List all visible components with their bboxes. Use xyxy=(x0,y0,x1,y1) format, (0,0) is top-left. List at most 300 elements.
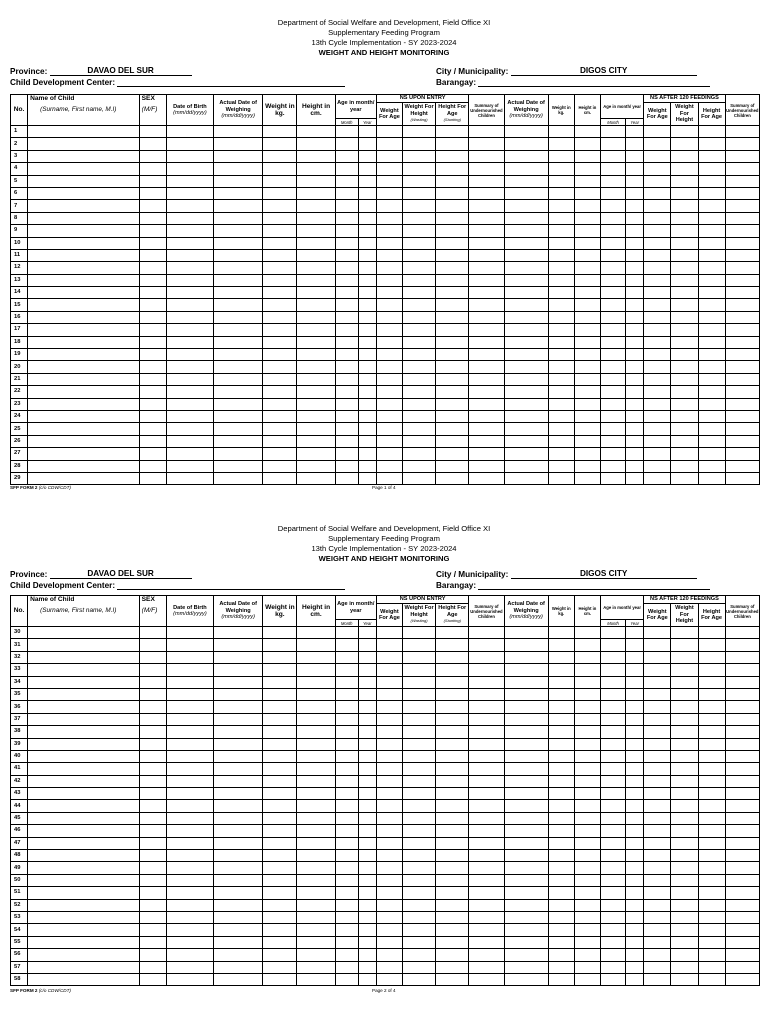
entry-cell[interactable] xyxy=(600,850,625,862)
entry-cell[interactable] xyxy=(263,138,297,150)
entry-cell[interactable] xyxy=(402,324,435,336)
entry-cell[interactable] xyxy=(139,237,166,249)
entry-cell[interactable] xyxy=(548,324,574,336)
entry-cell[interactable] xyxy=(376,788,402,800)
entry-cell[interactable] xyxy=(358,911,376,923)
entry-cell[interactable] xyxy=(644,688,671,700)
entry-cell[interactable] xyxy=(725,800,759,812)
entry-cell[interactable] xyxy=(297,961,335,973)
entry-cell[interactable] xyxy=(402,713,435,725)
entry-cell[interactable] xyxy=(376,175,402,187)
entry-cell[interactable] xyxy=(297,664,335,676)
entry-cell[interactable] xyxy=(436,750,469,762)
entry-cell[interactable] xyxy=(376,150,402,162)
entry-cell[interactable] xyxy=(548,299,574,311)
entry-cell[interactable] xyxy=(436,324,469,336)
entry-cell[interactable] xyxy=(214,825,263,837)
entry-cell[interactable] xyxy=(335,225,358,237)
entry-cell[interactable] xyxy=(297,237,335,249)
entry-cell[interactable] xyxy=(166,324,213,336)
entry-cell[interactable] xyxy=(436,763,469,775)
entry-cell[interactable] xyxy=(698,676,725,688)
entry-cell[interactable] xyxy=(335,887,358,899)
entry-cell[interactable] xyxy=(600,825,625,837)
entry-cell[interactable] xyxy=(469,150,504,162)
entry-cell[interactable] xyxy=(671,386,698,398)
entry-cell[interactable] xyxy=(402,775,435,787)
entry-cell[interactable] xyxy=(263,225,297,237)
city-value[interactable]: DIGOS CITY xyxy=(511,569,697,579)
entry-cell[interactable] xyxy=(644,460,671,472)
entry-cell[interactable] xyxy=(698,472,725,484)
entry-cell[interactable] xyxy=(335,713,358,725)
entry-cell[interactable] xyxy=(376,837,402,849)
entry-cell[interactable] xyxy=(574,200,600,212)
entry-cell[interactable] xyxy=(166,688,213,700)
entry-cell[interactable] xyxy=(297,212,335,224)
entry-cell[interactable] xyxy=(263,410,297,422)
entry-cell[interactable] xyxy=(436,287,469,299)
entry-cell[interactable] xyxy=(548,627,574,639)
entry-cell[interactable] xyxy=(166,311,213,323)
entry-cell[interactable] xyxy=(574,150,600,162)
entry-cell[interactable] xyxy=(548,187,574,199)
entry-cell[interactable] xyxy=(574,472,600,484)
entry-cell[interactable] xyxy=(263,212,297,224)
entry-cell[interactable] xyxy=(166,701,213,713)
entry-cell[interactable] xyxy=(166,460,213,472)
entry-cell[interactable] xyxy=(600,311,625,323)
entry-cell[interactable] xyxy=(698,187,725,199)
entry-cell[interactable] xyxy=(504,874,548,886)
entry-cell[interactable] xyxy=(335,187,358,199)
entry-cell[interactable] xyxy=(139,299,166,311)
entry-cell[interactable] xyxy=(402,299,435,311)
entry-cell[interactable] xyxy=(671,287,698,299)
entry-cell[interactable] xyxy=(139,138,166,150)
entry-cell[interactable] xyxy=(698,386,725,398)
entry-cell[interactable] xyxy=(600,423,625,435)
entry-cell[interactable] xyxy=(263,825,297,837)
entry-cell[interactable] xyxy=(263,862,297,874)
entry-cell[interactable] xyxy=(600,726,625,738)
entry-cell[interactable] xyxy=(335,410,358,422)
entry-cell[interactable] xyxy=(548,800,574,812)
entry-cell[interactable] xyxy=(469,825,504,837)
entry-cell[interactable] xyxy=(335,812,358,824)
entry-cell[interactable] xyxy=(335,237,358,249)
entry-cell[interactable] xyxy=(263,126,297,138)
entry-cell[interactable] xyxy=(644,435,671,447)
entry-cell[interactable] xyxy=(402,738,435,750)
entry-cell[interactable] xyxy=(600,287,625,299)
entry-cell[interactable] xyxy=(376,163,402,175)
entry-cell[interactable] xyxy=(436,311,469,323)
entry-cell[interactable] xyxy=(28,410,140,422)
entry-cell[interactable] xyxy=(698,200,725,212)
entry-cell[interactable] xyxy=(504,262,548,274)
entry-cell[interactable] xyxy=(358,349,376,361)
entry-cell[interactable] xyxy=(402,187,435,199)
entry-cell[interactable] xyxy=(214,262,263,274)
entry-cell[interactable] xyxy=(335,138,358,150)
entry-cell[interactable] xyxy=(28,825,140,837)
entry-cell[interactable] xyxy=(402,237,435,249)
entry-cell[interactable] xyxy=(574,460,600,472)
entry-cell[interactable] xyxy=(139,763,166,775)
entry-cell[interactable] xyxy=(725,750,759,762)
entry-cell[interactable] xyxy=(214,750,263,762)
entry-cell[interactable] xyxy=(28,627,140,639)
entry-cell[interactable] xyxy=(671,349,698,361)
entry-cell[interactable] xyxy=(504,887,548,899)
entry-cell[interactable] xyxy=(358,311,376,323)
entry-cell[interactable] xyxy=(671,249,698,261)
entry-cell[interactable] xyxy=(644,448,671,460)
entry-cell[interactable] xyxy=(469,349,504,361)
entry-cell[interactable] xyxy=(644,800,671,812)
entry-cell[interactable] xyxy=(671,324,698,336)
entry-cell[interactable] xyxy=(574,812,600,824)
entry-cell[interactable] xyxy=(548,639,574,651)
entry-cell[interactable] xyxy=(358,763,376,775)
entry-cell[interactable] xyxy=(469,336,504,348)
entry-cell[interactable] xyxy=(725,249,759,261)
entry-cell[interactable] xyxy=(626,200,644,212)
entry-cell[interactable] xyxy=(574,788,600,800)
entry-cell[interactable] xyxy=(297,324,335,336)
entry-cell[interactable] xyxy=(626,788,644,800)
entry-cell[interactable] xyxy=(358,651,376,663)
entry-cell[interactable] xyxy=(139,349,166,361)
entry-cell[interactable] xyxy=(725,150,759,162)
entry-cell[interactable] xyxy=(548,812,574,824)
entry-cell[interactable] xyxy=(166,225,213,237)
entry-cell[interactable] xyxy=(376,126,402,138)
entry-cell[interactable] xyxy=(698,175,725,187)
entry-cell[interactable] xyxy=(358,887,376,899)
entry-cell[interactable] xyxy=(626,311,644,323)
entry-cell[interactable] xyxy=(139,435,166,447)
entry-cell[interactable] xyxy=(698,435,725,447)
entry-cell[interactable] xyxy=(28,386,140,398)
entry-cell[interactable] xyxy=(644,825,671,837)
entry-cell[interactable] xyxy=(358,664,376,676)
entry-cell[interactable] xyxy=(28,299,140,311)
entry-cell[interactable] xyxy=(644,775,671,787)
entry-cell[interactable] xyxy=(671,676,698,688)
entry-cell[interactable] xyxy=(402,936,435,948)
entry-cell[interactable] xyxy=(139,386,166,398)
entry-cell[interactable] xyxy=(725,911,759,923)
entry-cell[interactable] xyxy=(297,175,335,187)
entry-cell[interactable] xyxy=(725,874,759,886)
entry-cell[interactable] xyxy=(335,150,358,162)
entry-cell[interactable] xyxy=(698,701,725,713)
entry-cell[interactable] xyxy=(335,837,358,849)
entry-cell[interactable] xyxy=(166,150,213,162)
entry-cell[interactable] xyxy=(166,262,213,274)
entry-cell[interactable] xyxy=(335,386,358,398)
entry-cell[interactable] xyxy=(297,225,335,237)
entry-cell[interactable] xyxy=(698,911,725,923)
entry-cell[interactable] xyxy=(548,373,574,385)
entry-cell[interactable] xyxy=(644,274,671,286)
entry-cell[interactable] xyxy=(28,249,140,261)
entry-cell[interactable] xyxy=(504,627,548,639)
entry-cell[interactable] xyxy=(28,862,140,874)
entry-cell[interactable] xyxy=(402,911,435,923)
entry-cell[interactable] xyxy=(574,237,600,249)
entry-cell[interactable] xyxy=(297,336,335,348)
entry-cell[interactable] xyxy=(626,750,644,762)
entry-cell[interactable] xyxy=(436,911,469,923)
entry-cell[interactable] xyxy=(600,187,625,199)
entry-cell[interactable] xyxy=(28,750,140,762)
entry-cell[interactable] xyxy=(725,688,759,700)
entry-cell[interactable] xyxy=(725,175,759,187)
entry-cell[interactable] xyxy=(469,200,504,212)
entry-cell[interactable] xyxy=(725,299,759,311)
entry-cell[interactable] xyxy=(358,936,376,948)
entry-cell[interactable] xyxy=(139,163,166,175)
entry-cell[interactable] xyxy=(548,150,574,162)
entry-cell[interactable] xyxy=(436,472,469,484)
entry-cell[interactable] xyxy=(335,788,358,800)
entry-cell[interactable] xyxy=(698,460,725,472)
entry-cell[interactable] xyxy=(600,887,625,899)
entry-cell[interactable] xyxy=(263,472,297,484)
entry-cell[interactable] xyxy=(644,126,671,138)
entry-cell[interactable] xyxy=(548,676,574,688)
entry-cell[interactable] xyxy=(504,187,548,199)
entry-cell[interactable] xyxy=(28,324,140,336)
entry-cell[interactable] xyxy=(600,138,625,150)
entry-cell[interactable] xyxy=(548,701,574,713)
entry-cell[interactable] xyxy=(28,212,140,224)
entry-cell[interactable] xyxy=(214,850,263,862)
entry-cell[interactable] xyxy=(504,423,548,435)
barangay-value[interactable] xyxy=(478,77,710,87)
entry-cell[interactable] xyxy=(671,911,698,923)
entry-cell[interactable] xyxy=(626,738,644,750)
entry-cell[interactable] xyxy=(698,949,725,961)
entry-cell[interactable] xyxy=(574,373,600,385)
entry-cell[interactable] xyxy=(376,448,402,460)
entry-cell[interactable] xyxy=(402,651,435,663)
entry-cell[interactable] xyxy=(402,336,435,348)
entry-cell[interactable] xyxy=(139,887,166,899)
entry-cell[interactable] xyxy=(436,150,469,162)
entry-cell[interactable] xyxy=(263,936,297,948)
entry-cell[interactable] xyxy=(574,398,600,410)
entry-cell[interactable] xyxy=(214,361,263,373)
entry-cell[interactable] xyxy=(504,750,548,762)
entry-cell[interactable] xyxy=(504,435,548,447)
entry-cell[interactable] xyxy=(600,373,625,385)
entry-cell[interactable] xyxy=(600,324,625,336)
entry-cell[interactable] xyxy=(214,862,263,874)
entry-cell[interactable] xyxy=(263,249,297,261)
entry-cell[interactable] xyxy=(600,701,625,713)
entry-cell[interactable] xyxy=(574,676,600,688)
entry-cell[interactable] xyxy=(469,324,504,336)
entry-cell[interactable] xyxy=(402,825,435,837)
entry-cell[interactable] xyxy=(358,627,376,639)
entry-cell[interactable] xyxy=(376,311,402,323)
entry-cell[interactable] xyxy=(698,287,725,299)
entry-cell[interactable] xyxy=(469,899,504,911)
entry-cell[interactable] xyxy=(376,750,402,762)
entry-cell[interactable] xyxy=(548,398,574,410)
entry-cell[interactable] xyxy=(297,126,335,138)
entry-cell[interactable] xyxy=(504,862,548,874)
entry-cell[interactable] xyxy=(626,274,644,286)
entry-cell[interactable] xyxy=(28,936,140,948)
entry-cell[interactable] xyxy=(698,126,725,138)
entry-cell[interactable] xyxy=(358,262,376,274)
entry-cell[interactable] xyxy=(698,163,725,175)
entry-cell[interactable] xyxy=(28,336,140,348)
entry-cell[interactable] xyxy=(725,862,759,874)
entry-cell[interactable] xyxy=(297,311,335,323)
entry-cell[interactable] xyxy=(644,373,671,385)
entry-cell[interactable] xyxy=(671,200,698,212)
entry-cell[interactable] xyxy=(335,460,358,472)
entry-cell[interactable] xyxy=(626,448,644,460)
entry-cell[interactable] xyxy=(402,287,435,299)
entry-cell[interactable] xyxy=(725,138,759,150)
entry-cell[interactable] xyxy=(297,911,335,923)
entry-cell[interactable] xyxy=(671,212,698,224)
entry-cell[interactable] xyxy=(671,664,698,676)
entry-cell[interactable] xyxy=(402,398,435,410)
entry-cell[interactable] xyxy=(574,349,600,361)
entry-cell[interactable] xyxy=(725,825,759,837)
entry-cell[interactable] xyxy=(725,349,759,361)
entry-cell[interactable] xyxy=(297,249,335,261)
entry-cell[interactable] xyxy=(671,163,698,175)
entry-cell[interactable] xyxy=(139,472,166,484)
entry-cell[interactable] xyxy=(725,373,759,385)
entry-cell[interactable] xyxy=(28,738,140,750)
entry-cell[interactable] xyxy=(469,924,504,936)
entry-cell[interactable] xyxy=(469,262,504,274)
entry-cell[interactable] xyxy=(297,361,335,373)
entry-cell[interactable] xyxy=(469,311,504,323)
entry-cell[interactable] xyxy=(402,701,435,713)
entry-cell[interactable] xyxy=(671,775,698,787)
entry-cell[interactable] xyxy=(358,874,376,886)
entry-cell[interactable] xyxy=(548,825,574,837)
entry-cell[interactable] xyxy=(28,274,140,286)
entry-cell[interactable] xyxy=(548,688,574,700)
entry-cell[interactable] xyxy=(548,651,574,663)
entry-cell[interactable] xyxy=(725,936,759,948)
entry-cell[interactable] xyxy=(504,249,548,261)
entry-cell[interactable] xyxy=(297,837,335,849)
entry-cell[interactable] xyxy=(644,763,671,775)
entry-cell[interactable] xyxy=(139,850,166,862)
entry-cell[interactable] xyxy=(574,862,600,874)
entry-cell[interactable] xyxy=(376,899,402,911)
entry-cell[interactable] xyxy=(725,961,759,973)
entry-cell[interactable] xyxy=(644,150,671,162)
entry-cell[interactable] xyxy=(671,460,698,472)
entry-cell[interactable] xyxy=(263,800,297,812)
entry-cell[interactable] xyxy=(504,225,548,237)
entry-cell[interactable] xyxy=(436,274,469,286)
entry-cell[interactable] xyxy=(28,361,140,373)
entry-cell[interactable] xyxy=(28,763,140,775)
entry-cell[interactable] xyxy=(214,924,263,936)
entry-cell[interactable] xyxy=(574,187,600,199)
entry-cell[interactable] xyxy=(548,750,574,762)
entry-cell[interactable] xyxy=(644,850,671,862)
entry-cell[interactable] xyxy=(469,936,504,948)
entry-cell[interactable] xyxy=(358,639,376,651)
entry-cell[interactable] xyxy=(469,175,504,187)
entry-cell[interactable] xyxy=(626,163,644,175)
entry-cell[interactable] xyxy=(28,887,140,899)
entry-cell[interactable] xyxy=(469,949,504,961)
entry-cell[interactable] xyxy=(402,688,435,700)
entry-cell[interactable] xyxy=(263,874,297,886)
entry-cell[interactable] xyxy=(358,126,376,138)
entry-cell[interactable] xyxy=(402,639,435,651)
entry-cell[interactable] xyxy=(548,361,574,373)
entry-cell[interactable] xyxy=(671,175,698,187)
entry-cell[interactable] xyxy=(263,812,297,824)
entry-cell[interactable] xyxy=(139,874,166,886)
entry-cell[interactable] xyxy=(725,225,759,237)
entry-cell[interactable] xyxy=(600,410,625,422)
entry-cell[interactable] xyxy=(436,738,469,750)
entry-cell[interactable] xyxy=(166,249,213,261)
entry-cell[interactable] xyxy=(436,651,469,663)
entry-cell[interactable] xyxy=(214,775,263,787)
entry-cell[interactable] xyxy=(600,639,625,651)
entry-cell[interactable] xyxy=(626,237,644,249)
entry-cell[interactable] xyxy=(376,800,402,812)
entry-cell[interactable] xyxy=(436,410,469,422)
entry-cell[interactable] xyxy=(358,961,376,973)
entry-cell[interactable] xyxy=(504,324,548,336)
entry-cell[interactable] xyxy=(574,763,600,775)
entry-cell[interactable] xyxy=(28,163,140,175)
entry-cell[interactable] xyxy=(626,472,644,484)
entry-cell[interactable] xyxy=(548,274,574,286)
entry-cell[interactable] xyxy=(263,386,297,398)
entry-cell[interactable] xyxy=(376,324,402,336)
entry-cell[interactable] xyxy=(574,738,600,750)
entry-cell[interactable] xyxy=(28,812,140,824)
entry-cell[interactable] xyxy=(548,726,574,738)
entry-cell[interactable] xyxy=(28,676,140,688)
entry-cell[interactable] xyxy=(263,237,297,249)
entry-cell[interactable] xyxy=(436,788,469,800)
entry-cell[interactable] xyxy=(297,775,335,787)
entry-cell[interactable] xyxy=(358,726,376,738)
entry-cell[interactable] xyxy=(698,812,725,824)
entry-cell[interactable] xyxy=(139,837,166,849)
entry-cell[interactable] xyxy=(698,423,725,435)
entry-cell[interactable] xyxy=(402,175,435,187)
entry-cell[interactable] xyxy=(626,349,644,361)
entry-cell[interactable] xyxy=(548,713,574,725)
entry-cell[interactable] xyxy=(214,627,263,639)
entry-cell[interactable] xyxy=(214,435,263,447)
